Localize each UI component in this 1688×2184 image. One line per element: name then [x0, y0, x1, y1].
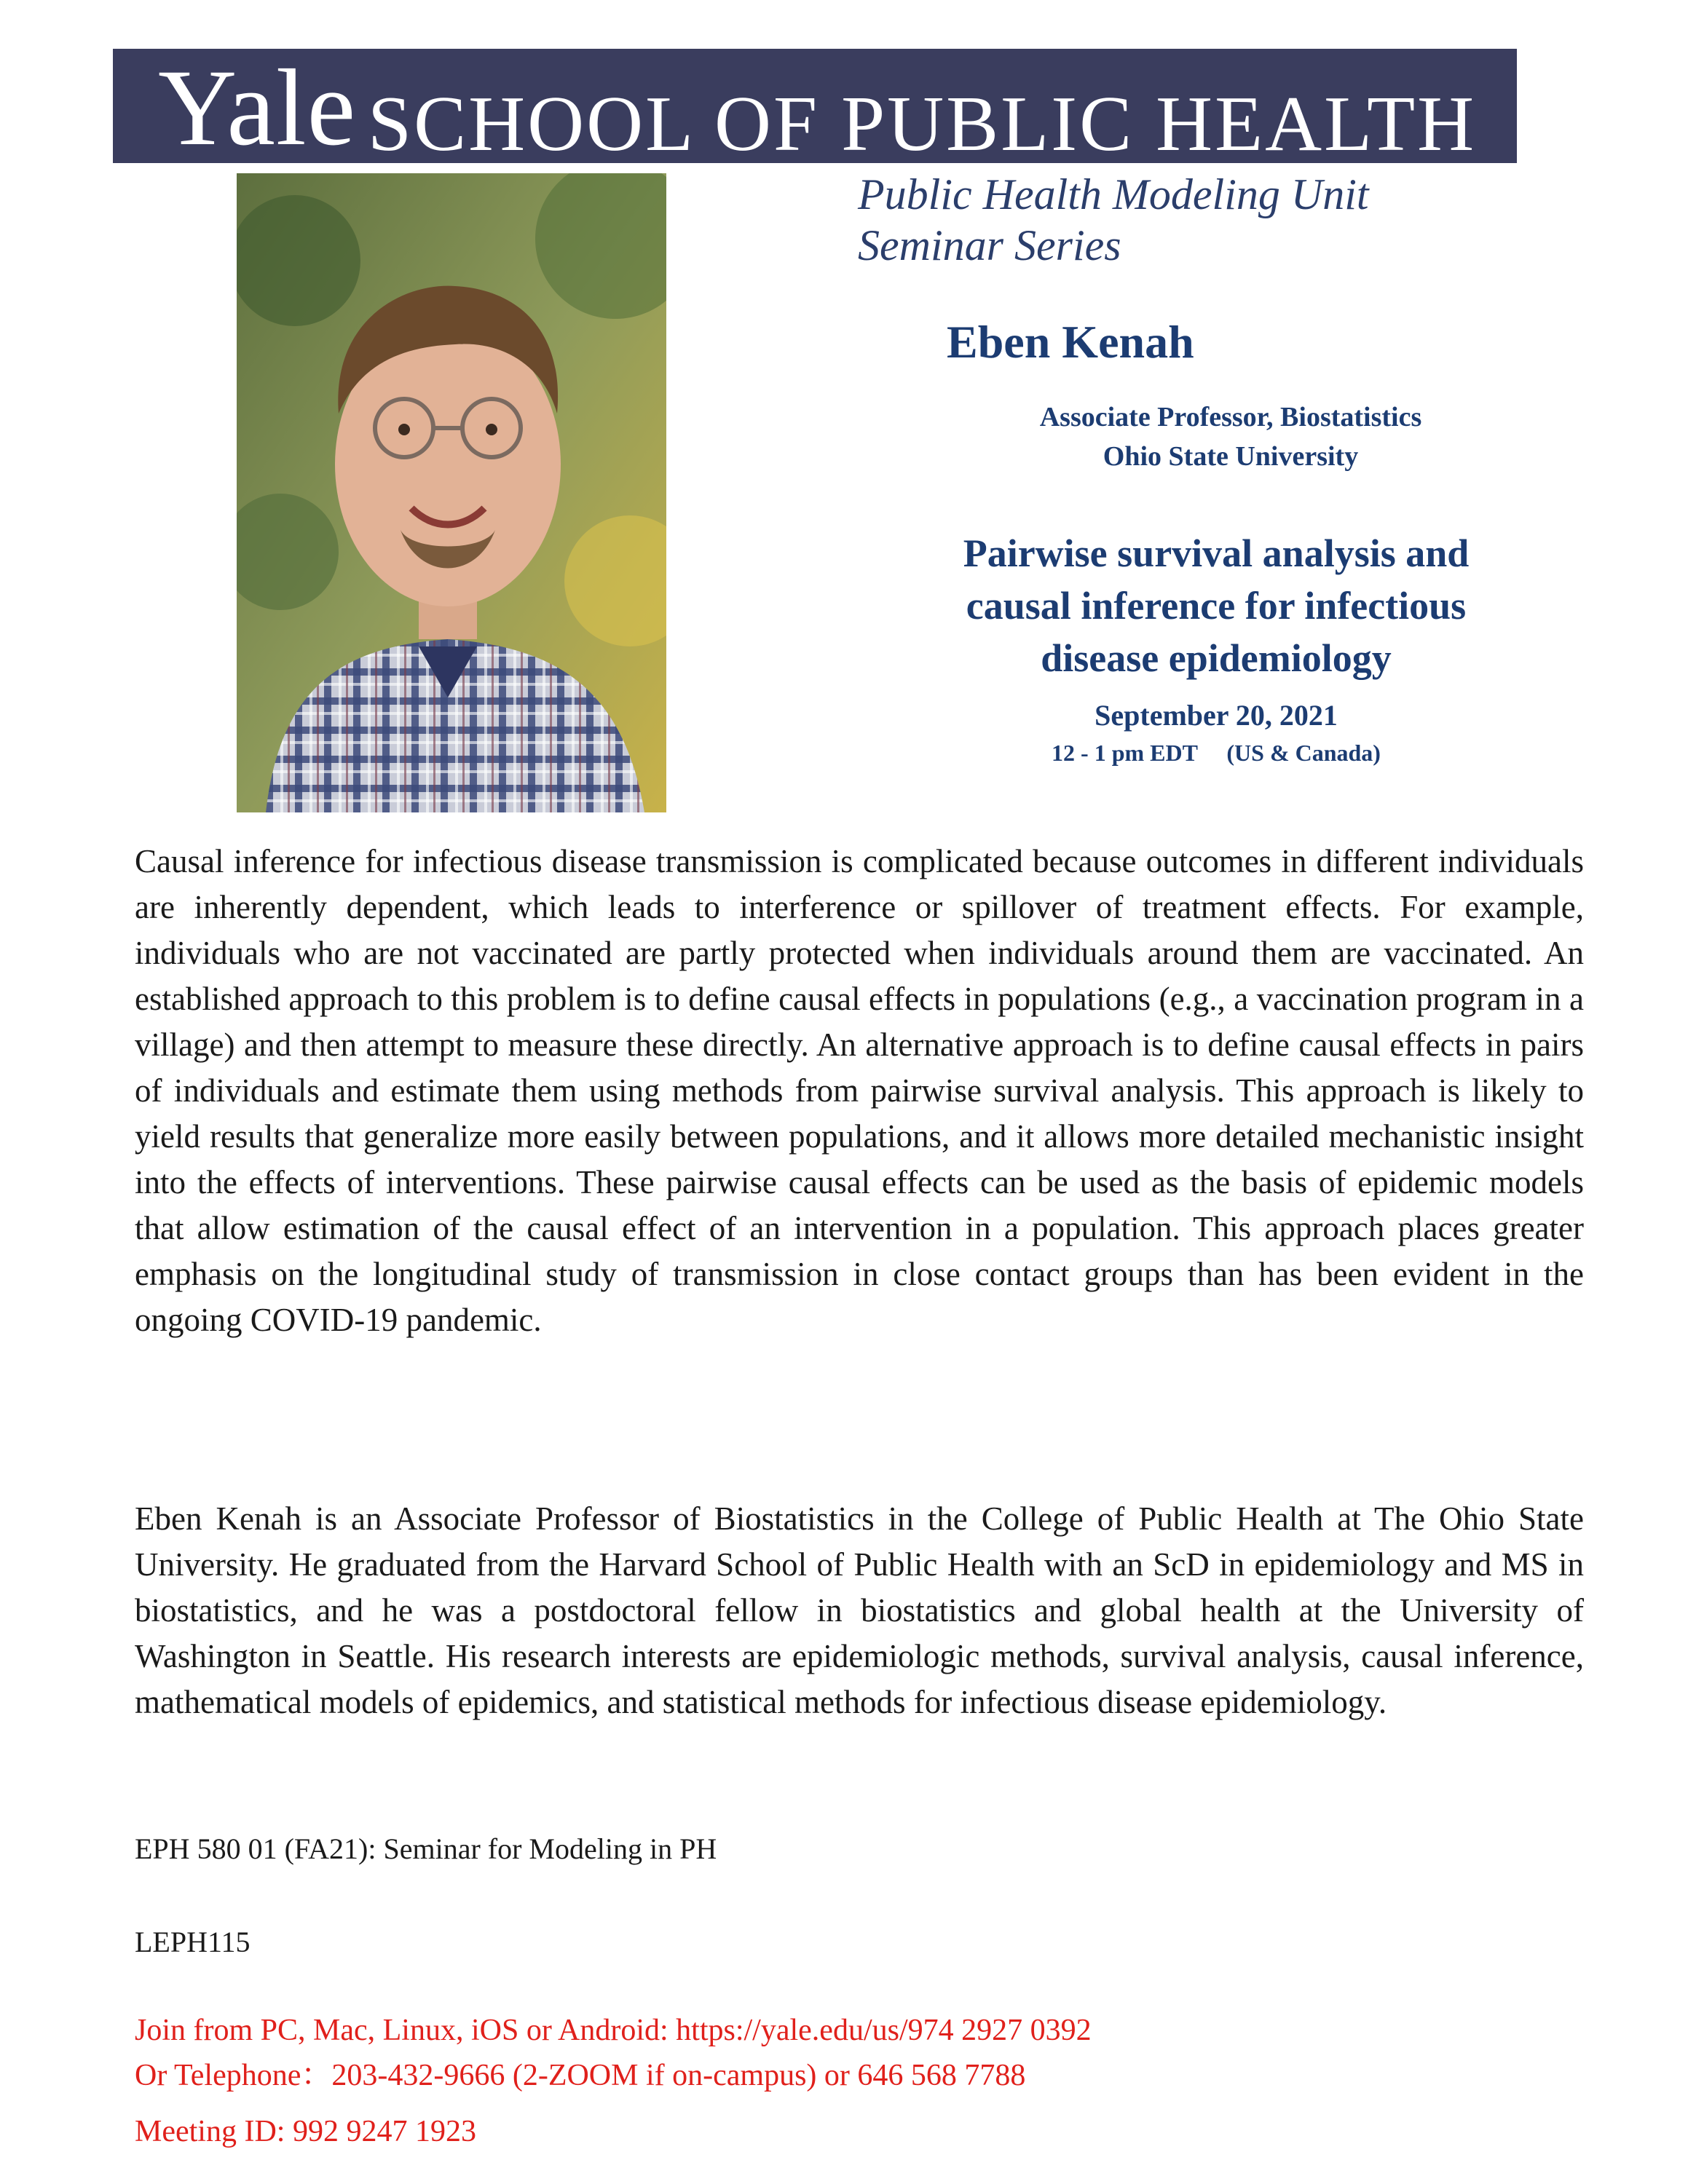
series-line-1: Public Health Modeling Unit [858, 170, 1369, 218]
meeting-id: Meeting ID: 992 9247 1923 [135, 2115, 476, 2148]
yale-wordmark: Yale [158, 49, 357, 163]
abstract-paragraph: Causal inference for infectious disease transmission is complicated because outcomes in different individuals are inherently dependent, which leads to interference or spillover of treatment effects. For example, individuals who are not vaccinated are partly protected when individuals around them are vaccinated. An established approach to this problem is to define causal effects in populations (e.g., a vaccination program in a village) and then attempt to measure these directly. An alternative approach is to define causal effects in pairs of individuals and estimate them using methods from pairwise survival analysis. This approach is likely to yield results that generalize more easily between populations, and it allows more detailed mechanistic insight into the effects of interventions. These pairwise causal effects can be used as the basis of epidemic models that allow estimation of the causal effect of an intervention in a population. This approach places greater emphasis on the longitudinal study of transmission in close contact groups than has been evident in the ongoing COVID-19 pandemic. [135, 843, 1584, 1338]
seminar-series [858, 169, 1586, 271]
speaker-block [801, 313, 1631, 770]
speaker-affiliation: Ohio State University [1103, 441, 1359, 472]
speaker-role: Associate Professor, Biostatistics [1039, 402, 1422, 432]
talk-title-line-3: disease epidemiology [1041, 636, 1392, 680]
talk-date: September 20, 2021 [1095, 699, 1338, 732]
join-info [135, 2008, 1092, 2098]
speaker-photo [237, 173, 666, 812]
course-info: EPH 580 01 (FA21): Seminar for Modeling in PH [135, 1832, 717, 1865]
speaker-name: Eben Kenah [947, 316, 1194, 368]
telephone-info: Or Telephone：203-432-9666 (2-ZOOM if on-campus) or 646 568 7788 [135, 2059, 1026, 2092]
zoom-link[interactable]: Join from PC, Mac, Linux, iOS or Android: https://yale.edu/us/974 2927 0392 [135, 2014, 1092, 2047]
series-line-2: Seminar Series [858, 221, 1121, 269]
bio-paragraph: Eben Kenah is an Associate Professor of Biostatistics in the College of Public Health at The Ohio State University. He graduated from the Harvard School of Public Health with an ScD in epidemiology and MS in biostatistics, and he was a postdoctoral fellow in biostatistics and global health at the University of Washington in Seattle. His research interests are epidemiologic methods, survival analysis, causal inference, mathematical models of epidemics, and statistical methods for infectious disease epidemiology. [135, 1500, 1584, 1720]
talk-title-line-1: Pairwise survival analysis and [963, 531, 1470, 575]
talk-title [801, 527, 1631, 684]
talk-time: 12 - 1 pm EDT (US & Canada) [1052, 740, 1381, 766]
school-name: SCHOOL OF PUBLIC HEALTH [368, 81, 1477, 163]
speaker-portrait-icon [237, 173, 666, 812]
room-info: LEPH115 [135, 1926, 251, 1958]
talk-title-line-2: causal inference for infectious [966, 584, 1467, 628]
header-banner [113, 49, 1517, 163]
